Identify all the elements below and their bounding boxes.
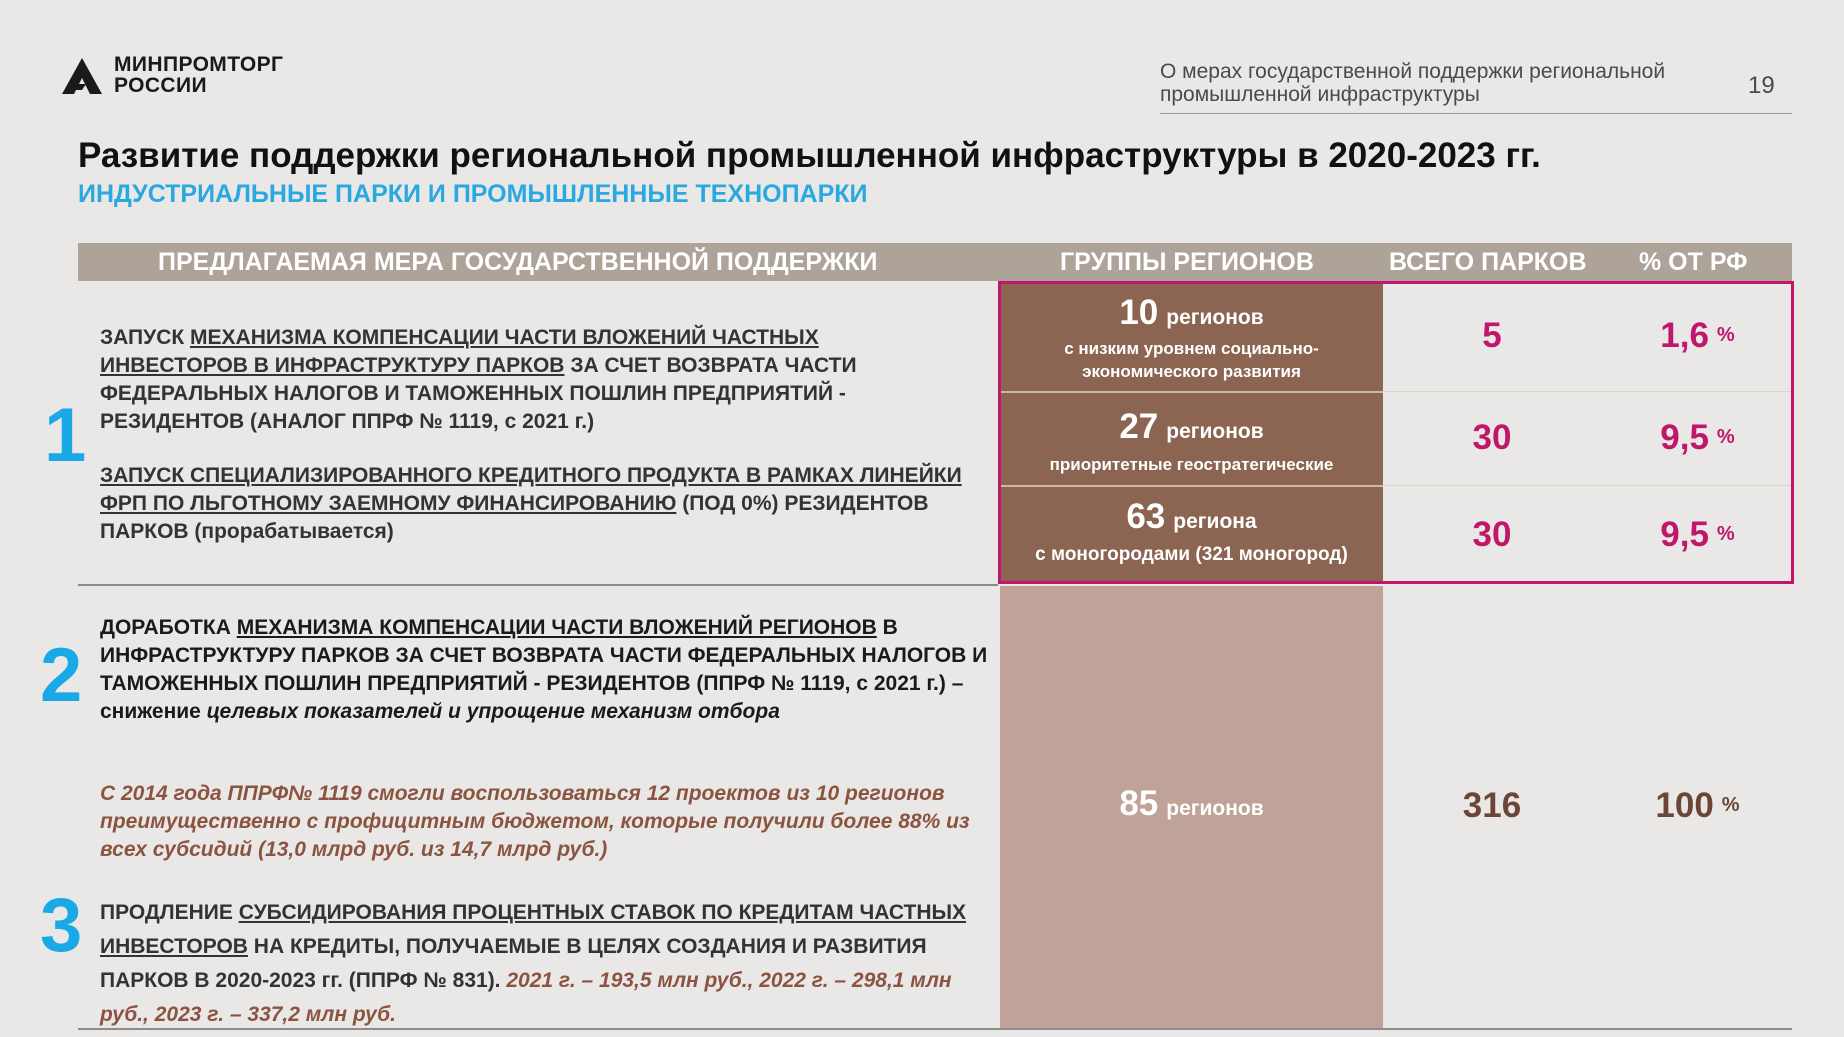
page-number: 19 (1748, 72, 1775, 99)
highlight-frame (998, 281, 1794, 584)
measure-text-1a: ЗАПУСК МЕХАНИЗМА КОМПЕНСАЦИИ ЧАСТИ ВЛОЖЕНИЙ ЧАСТНЫХ ИНВЕСТОРОВ В ИНФРАСТРУКТУРУ ПАРКОВ ЗА СЧЕТ ВОЗВРАТА ЧАСТИ ФЕДЕРАЛЬНЫХ НАЛОГОВ И ТАМОЖЕННЫХ ПОШЛИН ПРЕДПРИЯТИЙ - РЕЗИДЕНТОВ (АНАЛОГ ППРФ № 1119, с 2021 г.) (100, 326, 857, 433)
region-description: с моногородами (321 моногород) (1035, 544, 1348, 565)
region-description: с низким уровнем социально- (1064, 339, 1319, 358)
region-description: приоритетные геостратегические (1049, 455, 1334, 474)
column-header-groups: ГРУППЫ РЕГИОНОВ (1060, 248, 1314, 276)
logo-icon (60, 56, 104, 96)
percent-sign: % (1716, 324, 1735, 346)
percent-number: 100 (1655, 786, 1714, 825)
percent-sign: % (1716, 426, 1735, 448)
measure-note-2: С 2014 года ППРФ№ 1119 смогли воспользоваться 12 проектов из 10 регионов преимущественно с профицитным бюджетом, которые получили более 88% из всех субсидий (13,0 млрд руб. из 14,7 млрд руб.) (100, 782, 970, 861)
table-header (78, 243, 1792, 281)
measure-number: 2 (40, 633, 83, 718)
parks-count: 5 (1482, 316, 1502, 355)
measure-text-2: ДОРАБОТКА МЕХАНИЗМА КОМПЕНСАЦИИ ЧАСТИ ВЛОЖЕНИЙ РЕГИОНОВ В ИНФРАСТРУКТУРУ ПАРКОВ ЗА СЧЕТ ВОЗВРАТА ЧАСТИ ФЕДЕРАЛЬНЫХ НАЛОГОВ И ТАМОЖЕННЫХ ПОШЛИН ПРЕДПРИЯТИЙ - РЕЗИДЕНТОВ (ППРФ № 1119, с 2021 г.) – снижение целевых показателей и упрощение механизм отбора (100, 616, 988, 723)
logo (60, 54, 310, 100)
page-subtitle: ИНДУСТРИАЛЬНЫЕ ПАРКИ И ПРОМЫШЛЕННЫЕ ТЕХНОПАРКИ (78, 180, 868, 208)
total-regions-cell (1000, 586, 1383, 1028)
region-count: 27 (1119, 407, 1159, 446)
region-word: регионов (1166, 420, 1264, 443)
total-region-count: 85 (1119, 784, 1159, 823)
region-count: 63 (1126, 497, 1166, 536)
total-parks-count: 316 (1462, 786, 1522, 825)
column-header-total: ВСЕГО ПАРКОВ (1389, 248, 1587, 276)
region-word: регионов (1166, 306, 1264, 329)
percent-number: 1,6 (1660, 316, 1709, 355)
parks-count: 30 (1472, 515, 1512, 554)
measure-number: 3 (40, 883, 83, 968)
percent-sign: % (1721, 794, 1740, 816)
percent-number: 9,5 (1660, 418, 1709, 457)
parks-count: 30 (1472, 418, 1512, 457)
page-title: Развитие поддержки региональной промышленной инфраструктуры в 2020-2023 гг. (78, 136, 1541, 175)
region-description: экономического развития (1082, 362, 1301, 381)
document-title: О мерах государственной поддержки региональной промышленной инфраструктуры (1160, 60, 1666, 106)
region-word: региона (1173, 510, 1257, 533)
column-header-measure: ПРЕДЛАГАЕМАЯ МЕРА ГОСУДАРСТВЕННОЙ ПОДДЕРЖКИ (158, 248, 878, 276)
column-header-percent: % ОТ РФ (1639, 248, 1748, 276)
measure-text-1b: ЗАПУСК СПЕЦИАЛИЗИРОВАННОГО КРЕДИТНОГО ПРОДУКТА В РАМКАХ ЛИНЕЙКИ ФРП ПО ЛЬГОТНОМУ ЗАЕМНОМУ ФИНАНСИРОВАНИЮ (ПОД 0%) РЕЗИДЕНТОВ ПАРКОВ (прорабатывается) (100, 464, 962, 543)
total-region-word: регионов (1166, 797, 1264, 820)
percent-sign: % (1716, 523, 1735, 545)
logo-text-line1: МИНПРОМТОРГ (114, 53, 284, 76)
measure-number: 1 (44, 393, 87, 478)
measure-text-3: ПРОДЛЕНИЕ СУБСИДИРОВАНИЯ ПРОЦЕНТНЫХ СТАВОК ПО КРЕДИТАМ ЧАСТНЫХ ИНВЕСТОРОВ НА КРЕДИТЫ, ПОЛУЧАЕМЫЕ В ЦЕЛЯХ СОЗДАНИЯ И РАЗВИТИЯ ПАРКОВ В 2020-2023 гг. (ППРФ № 831). 2021 г. – 193,5 млн руб., 2022 г. – 298,1 млн руб., 2023 г. – 337,2 млн руб. (100, 901, 967, 1026)
region-count: 10 (1119, 293, 1159, 332)
logo-text-line2: РОССИИ (114, 74, 207, 97)
total-percent-value (1601, 786, 1794, 826)
section-divider (78, 584, 998, 586)
percent-number: 9,5 (1660, 515, 1709, 554)
header-divider (1160, 113, 1792, 114)
